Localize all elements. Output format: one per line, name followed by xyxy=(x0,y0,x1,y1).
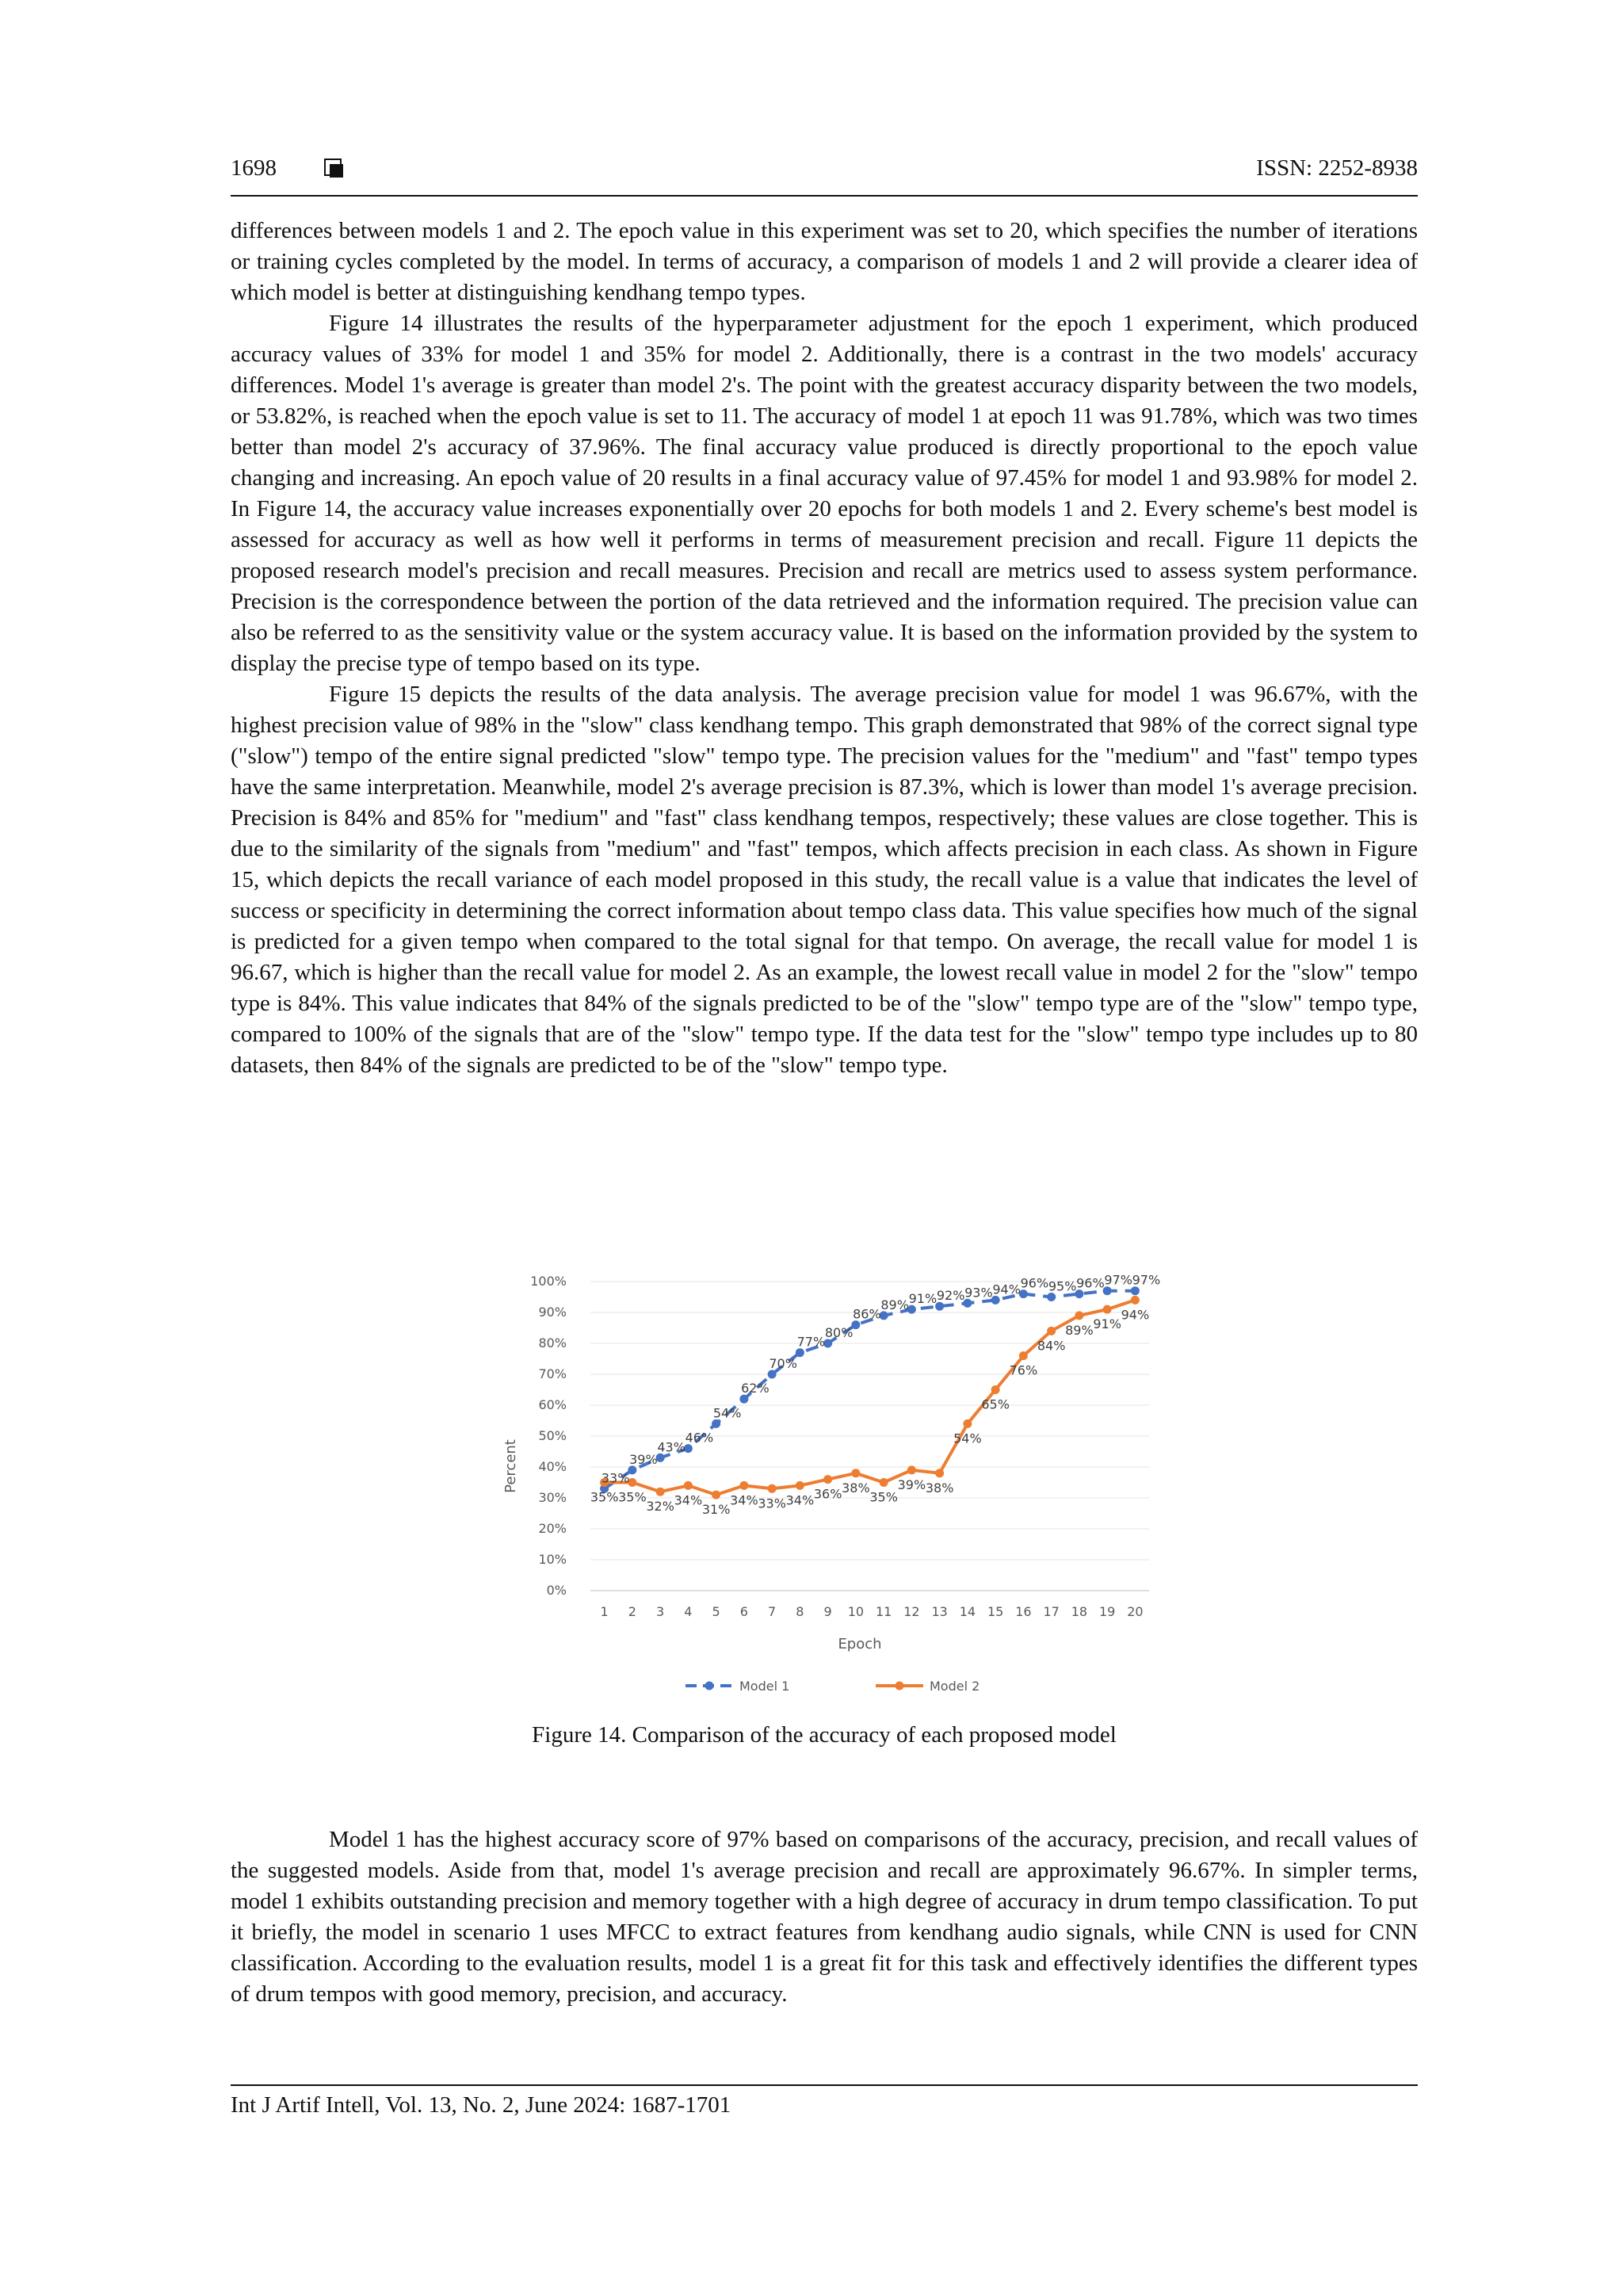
x-tick-label: 6 xyxy=(739,1604,748,1619)
legend-marker xyxy=(896,1682,904,1690)
x-tick-label: 16 xyxy=(1015,1604,1032,1619)
figure-caption: Figure 14. Comparison of the accuracy of each proposed model xyxy=(532,1722,1117,1748)
figure-14 xyxy=(491,1272,1165,1700)
x-tick-label: 8 xyxy=(796,1604,804,1619)
page-number: 1698 xyxy=(231,155,277,181)
data-point xyxy=(907,1465,916,1474)
data-point xyxy=(796,1481,804,1490)
x-tick-label: 19 xyxy=(1098,1604,1116,1619)
y-tick-label: 0% xyxy=(546,1583,567,1598)
data-label: 89% xyxy=(880,1297,909,1312)
data-label: 39% xyxy=(629,1451,658,1467)
paragraph: Figure 15 depicts the results of the data analysis. The average precision value for model 1 was 96.67%, with the highest precision value of 98% in the "slow" class kendhang tempo. This graph demonstrated that 98% of the correct signal type ("slow") tempo of the entire signal predicted "slow" tempo type. The precision values for the "medium" and "fast" tempo types have the same interpretation. Meanwhile, model 2's average precision is 87.3%, which is lower than model 1's average precision. Precision is 84% and 85% for "medium" and "fast" class kendhang tempos, respectively; these values are close together. This is due to the similarity of the signals from "medium" and "fast" tempos, which affects precision in each class. As shown in Figure 15, which depicts the recall variance of each model proposed in this study, the recall value is a value that indicates the level of success or specificity in determining the correct information about tempo class data. This value specifies how much of the signal is predicted for a given tempo when compared to the total signal for that tempo. On average, the recall value for model 1 is 96.67, which is higher than the recall value for model 2. As an example, the lowest recall value in model 2 for the "slow" tempo type is 84%. This value indicates that 84% of the signals predicted to be of the "slow" tempo type are of the "slow" tempo type, compared to 100% of the signals that are of the "slow" tempo type. If the data test for the "slow" tempo type includes up to 80 datasets, then 84% of the signals are predicted to be of the "slow" tempo type. xyxy=(231,682,1418,1078)
data-point xyxy=(656,1488,665,1496)
body-text-top xyxy=(231,216,1418,1081)
y-tick-label: 90% xyxy=(538,1305,567,1320)
data-point xyxy=(935,1469,944,1477)
data-label: 97% xyxy=(1104,1272,1132,1288)
data-point xyxy=(880,1478,888,1487)
data-point xyxy=(1075,1311,1083,1320)
data-label: 86% xyxy=(853,1306,881,1322)
x-tick-label: 10 xyxy=(847,1604,865,1619)
data-label: 62% xyxy=(741,1381,769,1396)
data-label: 97% xyxy=(1132,1272,1161,1288)
data-label: 35% xyxy=(590,1489,619,1505)
accuracy-line-chart xyxy=(491,1272,1165,1700)
data-point xyxy=(1047,1293,1056,1301)
data-label: 96% xyxy=(1020,1275,1049,1291)
x-tick-label: 4 xyxy=(684,1604,693,1619)
data-label: 36% xyxy=(813,1486,842,1502)
data-label: 31% xyxy=(701,1502,731,1518)
x-tick-label: 9 xyxy=(823,1604,832,1619)
x-tick-label: 15 xyxy=(987,1604,1004,1619)
data-label: 33% xyxy=(601,1470,630,1486)
data-point xyxy=(739,1481,748,1490)
data-point xyxy=(684,1481,693,1490)
series-line-model-2 xyxy=(605,1300,1136,1495)
paragraph: Model 1 has the highest accuracy score of 97% based on comparisons of the accuracy, precision, and recall values of the suggested models. Aside from that, model 1's average precision and recall are approximately 96.67%. In simpler terms, model 1 exhibits outstanding precision and memory together with a high degree of accuracy in drum tempo classification. To put it briefly, the model in scenario 1 uses MFCC to extract features from kendhang audio signals, while CNN is used for CNN classification. According to the evaluation results, model 1 is a great fit for this task and effectively identifies the different types of drum tempos with good memory, precision, and accuracy. xyxy=(231,1827,1418,2007)
data-label: 35% xyxy=(618,1489,647,1505)
data-label: 43% xyxy=(657,1439,685,1455)
x-axis-title: Epoch xyxy=(838,1636,882,1652)
journal-citation: Int J Artif Intell, Vol. 13, No. 2, June 2024: 1687-1701 xyxy=(231,2092,731,2118)
data-label: 34% xyxy=(674,1492,703,1508)
y-tick-label: 100% xyxy=(530,1274,567,1289)
y-tick-label: 50% xyxy=(538,1428,567,1443)
x-tick-label: 18 xyxy=(1071,1604,1088,1619)
x-tick-label: 12 xyxy=(903,1604,920,1619)
data-label: 38% xyxy=(842,1480,870,1496)
data-label: 94% xyxy=(992,1282,1021,1297)
x-tick-label: 11 xyxy=(875,1604,892,1619)
data-point xyxy=(851,1469,860,1477)
data-label: 91% xyxy=(908,1291,938,1307)
data-label: 80% xyxy=(824,1325,854,1340)
data-point xyxy=(739,1395,748,1404)
square-icon xyxy=(324,159,342,176)
data-label: 65% xyxy=(981,1396,1010,1412)
data-point xyxy=(1131,1286,1140,1295)
x-tick-label: 13 xyxy=(931,1604,948,1619)
y-tick-label: 80% xyxy=(538,1335,567,1350)
data-point xyxy=(768,1484,777,1493)
data-label: 54% xyxy=(712,1405,742,1421)
data-label: 93% xyxy=(964,1285,993,1301)
data-point xyxy=(991,1385,1000,1394)
data-label: 94% xyxy=(1121,1307,1150,1323)
y-axis-title: Percent xyxy=(502,1439,519,1493)
data-point xyxy=(823,1475,832,1484)
data-point xyxy=(1103,1305,1112,1314)
data-label: 89% xyxy=(1065,1322,1094,1338)
x-tick-label: 1 xyxy=(600,1604,609,1619)
x-tick-label: 7 xyxy=(768,1604,777,1619)
data-label: 34% xyxy=(730,1492,758,1508)
legend-label: Model 2 xyxy=(930,1679,980,1694)
data-label: 76% xyxy=(1009,1362,1038,1378)
data-point xyxy=(1047,1327,1056,1335)
data-label: 35% xyxy=(869,1489,898,1505)
y-tick-label: 60% xyxy=(538,1397,567,1412)
data-label: 91% xyxy=(1093,1316,1121,1332)
chart-legend xyxy=(685,1679,980,1694)
issn-label: ISSN: 2252-8938 xyxy=(1256,155,1418,181)
data-point xyxy=(712,1419,720,1428)
x-tick-label: 3 xyxy=(656,1604,665,1619)
data-label: 38% xyxy=(925,1480,954,1496)
data-point xyxy=(963,1419,972,1428)
x-tick-label: 2 xyxy=(628,1604,636,1619)
data-label: 95% xyxy=(1048,1278,1077,1294)
legend-label: Model 1 xyxy=(739,1679,790,1694)
paragraph: differences between models 1 and 2. The epoch value in this experiment was set to 20, which specifies the number of iterations or training cycles completed by the model. In terms of accuracy, a comparison of models 1 and 2 will provide a clearer idea of which model is better at distinguishing kendhang tempo types. xyxy=(231,218,1418,305)
paragraph: Figure 14 illustrates the results of the hyperparameter adjustment for the epoch 1 experiment, which produced accuracy values of 33% for model 1 and 35% for model 2. Additionally, there is a contrast in the two models' accuracy differences. Model 1's average is greater than model 2's. The point with the greatest accuracy disparity between the two models, or 53.82%, is reached when the epoch value is set to 11. The accuracy of model 1 at epoch 11 was 91.78%, which was two times better than model 2's accuracy of 37.96%. The final accuracy value produced is directly proportional to the epoch value changing and increasing. An epoch value of 20 results in a final accuracy value of 97.45% for model 1 and 93.98% for model 2. In Figure 14, the accuracy value increases exponentially over 20 epochs for both models 1 and 2. Every scheme's best model is assessed for accuracy as well as how well it performs in terms of measurement precision and recall. Figure 11 depicts the proposed research model's precision and recall measures. Precision and recall are metrics used to assess system performance. Precision is the correspondence between the portion of the data retrieved and the information required. The precision value can also be referred to as the sensitivity value or the system accuracy value. It is based on the information provided by the system to display the precise type of tempo based on its type. xyxy=(231,311,1418,676)
data-label: 96% xyxy=(1076,1275,1105,1291)
page-header xyxy=(231,155,1418,197)
page-footer xyxy=(231,2084,1418,2118)
data-label: 32% xyxy=(646,1499,674,1515)
data-point xyxy=(1019,1351,1028,1360)
data-label: 84% xyxy=(1037,1338,1066,1354)
data-label: 39% xyxy=(897,1477,926,1492)
x-tick-label: 14 xyxy=(959,1604,976,1619)
data-point xyxy=(712,1491,720,1499)
y-tick-label: 70% xyxy=(538,1366,567,1381)
y-tick-label: 40% xyxy=(538,1459,567,1474)
data-label: 92% xyxy=(936,1288,965,1304)
y-tick-label: 20% xyxy=(538,1521,567,1536)
data-label: 34% xyxy=(785,1492,815,1508)
x-tick-label: 17 xyxy=(1043,1604,1060,1619)
data-label: 46% xyxy=(685,1430,714,1446)
body-text-bottom xyxy=(231,1824,1418,2010)
y-tick-label: 30% xyxy=(538,1490,567,1505)
x-tick-label: 5 xyxy=(712,1604,720,1619)
x-tick-label: 20 xyxy=(1127,1604,1144,1619)
y-tick-label: 10% xyxy=(538,1552,567,1567)
data-label: 77% xyxy=(796,1334,826,1350)
data-label: 33% xyxy=(758,1496,786,1511)
data-point xyxy=(1131,1296,1140,1305)
data-label: 70% xyxy=(769,1356,797,1371)
legend-marker xyxy=(705,1682,714,1690)
data-point xyxy=(768,1370,777,1379)
data-label: 54% xyxy=(953,1431,982,1446)
